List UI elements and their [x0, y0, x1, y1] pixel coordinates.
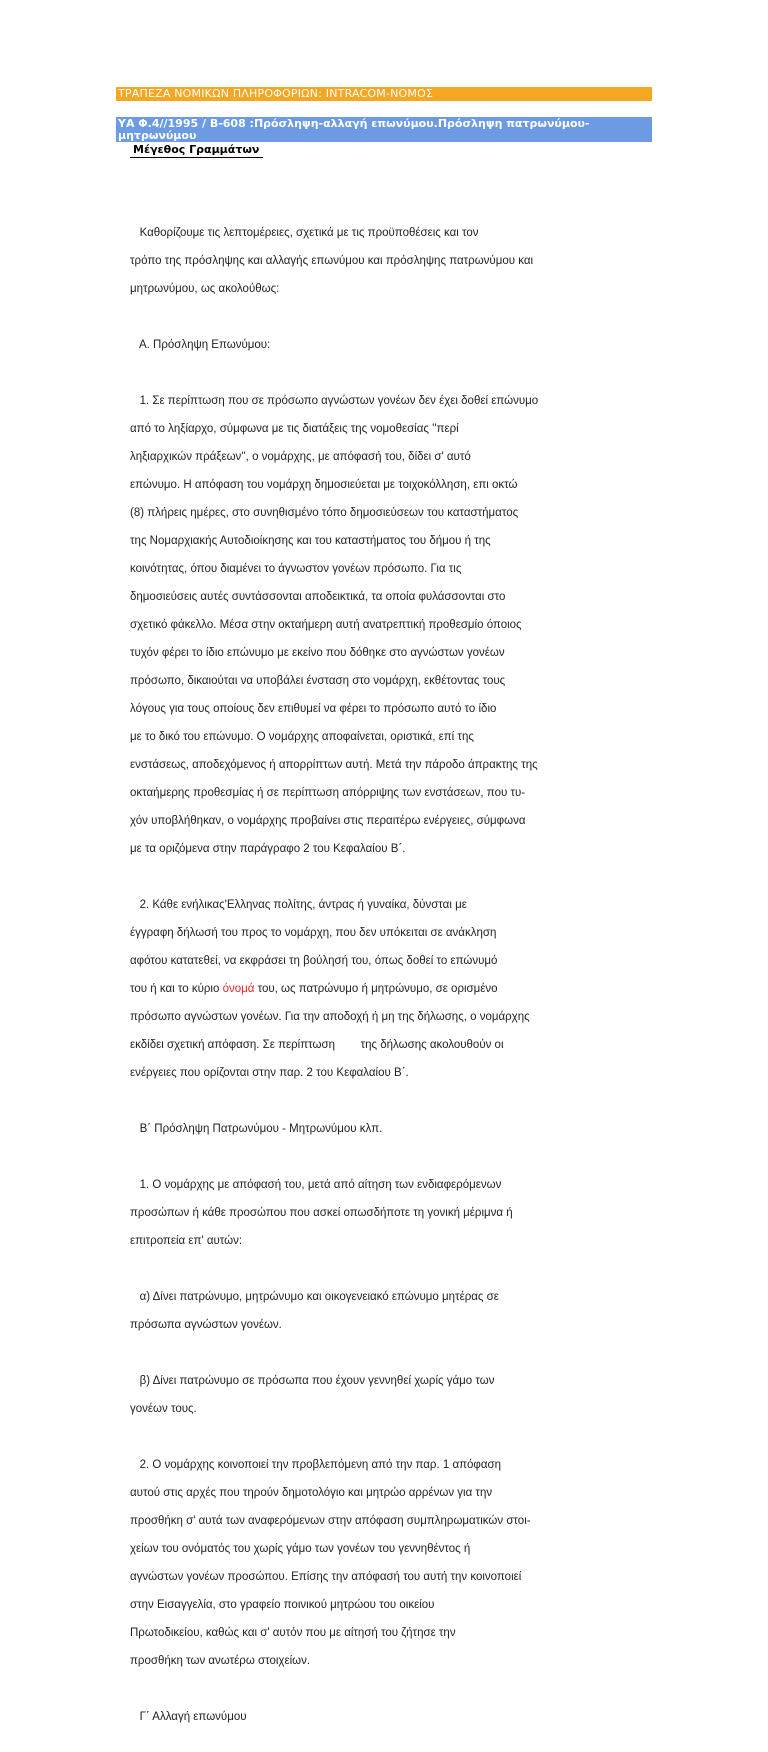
text-line: αυτού στις αρχές που τηρούν δημοτολόγιο και μητρώο αρρένων για την	[130, 1487, 493, 1499]
text-line: λόγους για τους οποίους δεν επιθυμεί να φέρει το πρόσωπο αυτό το ίδιο	[130, 703, 497, 715]
law-title-bar	[116, 117, 652, 142]
text-line: 2. Κάθε ενήλικας'Ελληνας πολίτης, άντρας ή γυναίκα, δύνσται με	[130, 899, 467, 911]
text-line: του ή και το κύριο όνομά του, ως πατρώνυμο ή μητρώνυμο, σε ορισμένο	[130, 983, 498, 995]
text-line: (8) πλήρεις ημέρες, στο συνηθισμένο τόπο δημοσιεύσεων του καταστήματος	[130, 507, 519, 519]
text-line: επώνυμο. Η απόφαση του νομάρχη δημοσιεύεται με τοιχοκόλληση, επι οκτώ	[130, 479, 518, 491]
text-line: α) Δίνει πατρώνυμο, μητρώνυμο και οικογενειακό επώνυμο μητέρας σε	[130, 1291, 499, 1303]
text-line: με τα οριζόμενα στην παράγραφο 2 του Κεφαλαίου Β΄.	[130, 843, 406, 855]
text-line: κοινότητας, όπου διαμένει το άγνωστον γονέων πρόσωπο. Για τις	[130, 563, 462, 575]
database-title-bar	[116, 87, 652, 101]
law-title-line-1: ΥΑ Φ.4//1995 / Β-608 :Πρόσληψη-αλλαγή επωνύμου.Πρόσληψη πατρωνύμου-	[118, 117, 590, 130]
text-line: γονέων τους.	[130, 1403, 197, 1415]
text-line: από το ληξίαρχο, σύμφωνα με τις διατάξεις της νομοθεσίας ''περί	[130, 423, 459, 435]
text-line: ενέργειες που ορίζονται στην παρ. 2 του Κεφαλαίου Β΄.	[130, 1067, 409, 1079]
text-line: χόν υποβλήθηκαν, ο νομάρχης προβαίνει στις περαιτέρω ενέργειες, σύμφωνα	[130, 815, 526, 827]
text-line: στην Εισαγγελία, στο γραφείο ποινικού μητρώου του οικείου	[130, 1599, 435, 1611]
text-line: 1. Σε περίπτωση που σε πρόσωπο αγνώστων γονέων δεν έχει δοθεί επώνυμο	[130, 395, 539, 407]
text-line: προσθήκη των ανωτέρω στοιχείων.	[130, 1655, 311, 1667]
text-line: πρόσωπα αγνώστων γονέων.	[130, 1319, 282, 1331]
text-line: χείων του ονόματός του χωρίς γάμο των γονέων του γεννηθέντος ή	[130, 1543, 471, 1555]
paragraph-b2	[130, 1444, 600, 1682]
text-line: μητρωνύμου, ως ακολούθως:	[130, 283, 280, 295]
text-line: Καθορίζουμε τις λεπτομέρειες, σχετικά με τις προϋποθέσεις και τον	[130, 227, 479, 239]
text-line: οκταήμερης προθεσμίας ή σε περίπτωση απόρριψης των ενστάσεων, που τυ-	[130, 787, 526, 799]
text-line: αφότου κατατεθεί, να εκφράσει τη βούλησή του, όπως δοθεί το επώνυμό	[130, 955, 498, 967]
paragraph-b1	[130, 1164, 600, 1262]
text-line: πρόσωπο αγνώστων γονέων. Για την αποδοχή ή μη της δήλωσης, ο νομάρχης	[130, 1011, 530, 1023]
text-line: επιτροπεία επ' αυτών:	[130, 1235, 243, 1247]
document-body	[130, 212, 600, 1752]
text-line: εκδίδει σχετική απόφαση. Σε περίπτωση της δήλωσης ακολουθούν οι	[130, 1039, 504, 1051]
text-line: αγνώστων γονέων προσώπου. Επίσης την απόφασή του αυτή την κοινοποιεί	[130, 1571, 522, 1583]
text-line: ενστάσεως, αποδεχόμενος ή απορρίπτων αυτή. Μετά την πάροδο άπρακτης της	[130, 759, 538, 771]
text-line: έγγραφη δήλωσή του προς το νομάρχη, που δεν υπόκειται σε ανάκληση	[130, 927, 497, 939]
paragraph-a2	[130, 884, 600, 1094]
text-line: 2. Ο νομάρχης κοινοποιεί την προβλεπόμενη από την παρ. 1 απόφαση	[130, 1459, 502, 1471]
text-line: με το δικό του επώνυμο. Ο νομάρχης αποφαίνεται, οριστικά, επί της	[130, 731, 474, 743]
text-line: πρόσωπο, δικαιούται να υποβάλει ένσταση στο νομάρχη, εκθέτοντας τους	[130, 675, 506, 687]
text-line: τυχόν φέρει το ίδιο επώνυμο με εκείνο που δόθηκε στο αγνώστων γονέων	[130, 647, 505, 659]
text-line: προσθήκη σ' αυτά των αναφερόμενων στην απόφαση συμπληρωματικών στοι-	[130, 1515, 531, 1527]
text-line: της Νομαρχιακής Αυτοδιοίκησης και του καταστήματος του δήμου ή της	[130, 535, 491, 547]
law-title-line-2: μητρωνύμου	[118, 129, 197, 142]
paragraph-b1-beta	[130, 1360, 600, 1430]
font-size-link[interactable]: Μέγεθος Γραμμάτων	[130, 143, 263, 158]
paragraph-a1	[130, 380, 600, 870]
text-line: ληξιαρχικών πράξεων'', ο νομάρχης, με απόφασή του, δίδει σ' αυτό	[130, 451, 471, 463]
section-heading-b: Β΄ Πρόσληψη Πατρωνύμου - Μητρωνύμου κλπ.	[130, 1123, 383, 1135]
paragraph-b1-alpha	[130, 1276, 600, 1346]
text-line: β) Δίνει πατρώνυμο σε πρόσωπα που έχουν γεννηθεί χωρίς γάμο των	[130, 1375, 495, 1387]
text-line: προσώπων ή κάθε προσώπου που ασκεί οπωσδήποτε τη γονική μέριμνα ή	[130, 1207, 513, 1219]
section-heading-c: Γ΄ Αλλαγή επωνύμου	[130, 1711, 247, 1723]
text-line: σχετικό φάκελλο. Μέσα στην οκταήμερη αυτή ανατρεπτική προθεσμίο όποιος	[130, 619, 522, 631]
database-title: ΤΡΑΠΕΖΑ ΝΟΜΙΚΩΝ ΠΛΗΡΟΦΟΡΙΩΝ: INTRACOM-ΝΟΜΟΣ	[118, 87, 434, 100]
text-line: δημοσιεύσεις αυτές συντάσσονται αποδεικτικά, τα οποία φυλάσσονται στο	[130, 591, 506, 603]
text-line: τρόπο της πρόσληψης και αλλαγής επωνύμου και πρόσληψης πατρωνύμου και	[130, 255, 534, 267]
section-heading-a: Α. Πρόσληψη Επωνύμου:	[130, 339, 271, 351]
highlighted-term: όνομά	[222, 983, 255, 995]
text-line: 1. Ο νομάρχης με απόφασή του, μετά από αίτηση των ενδιαφερόμενων	[130, 1179, 502, 1191]
intro-paragraph	[130, 212, 600, 310]
text-line: Πρωτοδικείου, καθώς και σ' αυτόν που με αίτησή του ζήτησε την	[130, 1627, 456, 1639]
